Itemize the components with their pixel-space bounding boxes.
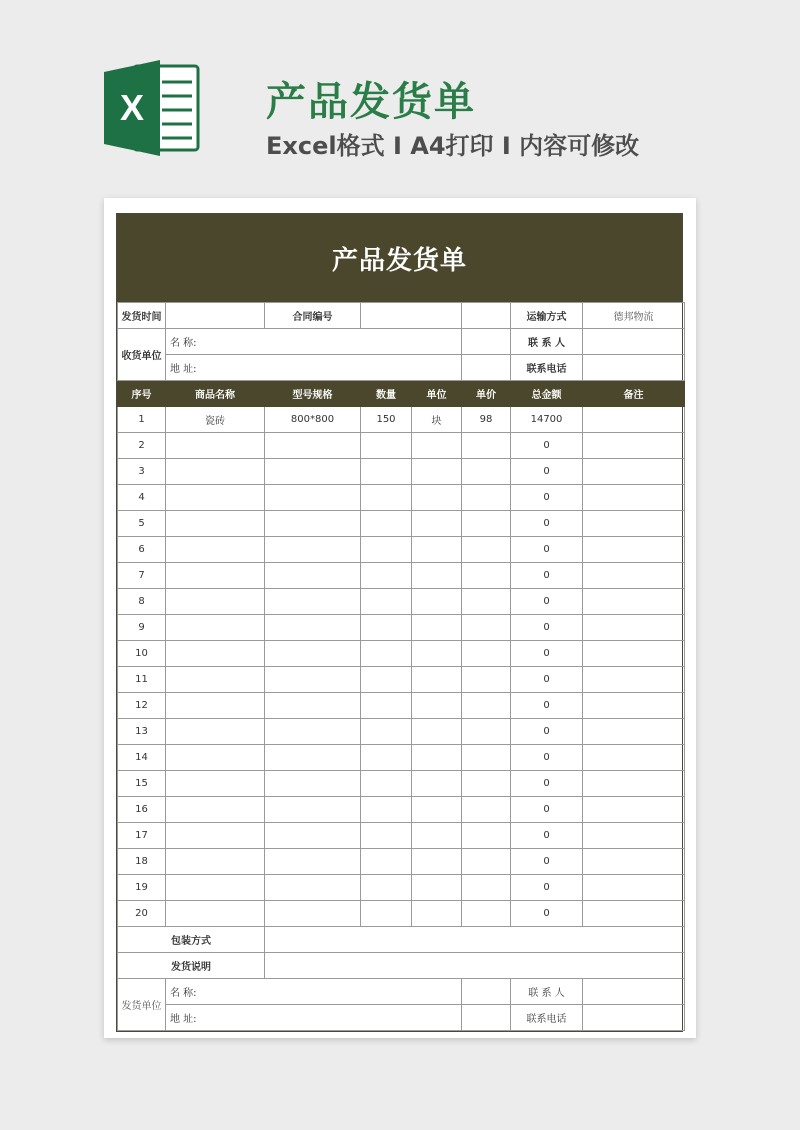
col-header: 序号 bbox=[118, 381, 166, 407]
price-cell[interactable] bbox=[462, 823, 511, 849]
note-row bbox=[118, 953, 685, 979]
page-title: 产品发货单 bbox=[266, 79, 476, 125]
product-name-cell[interactable] bbox=[166, 667, 265, 693]
unit-cell[interactable] bbox=[412, 823, 462, 849]
receiver-contact-value[interactable] bbox=[583, 329, 685, 355]
receiver-contact-label: 联 系 人 bbox=[511, 329, 583, 355]
unit-cell[interactable] bbox=[412, 459, 462, 485]
row-number: 3 bbox=[118, 459, 166, 485]
quantity-cell[interactable] bbox=[361, 485, 412, 511]
product-name-cell[interactable] bbox=[166, 849, 265, 875]
table-row bbox=[118, 537, 685, 563]
blank-cell[interactable] bbox=[462, 329, 511, 355]
spec-cell[interactable] bbox=[265, 823, 361, 849]
spec-cell[interactable] bbox=[265, 433, 361, 459]
price-cell[interactable] bbox=[462, 719, 511, 745]
table-row bbox=[118, 511, 685, 537]
product-name-cell[interactable] bbox=[166, 771, 265, 797]
table-row bbox=[118, 589, 685, 615]
product-name-cell[interactable]: 瓷砖 bbox=[166, 407, 265, 433]
table-row bbox=[118, 459, 685, 485]
table-row bbox=[118, 901, 685, 927]
remark-cell[interactable] bbox=[583, 433, 685, 459]
product-name-cell[interactable] bbox=[166, 485, 265, 511]
total-cell[interactable]: 0 bbox=[511, 537, 583, 563]
total-cell[interactable]: 0 bbox=[511, 719, 583, 745]
unit-cell[interactable] bbox=[412, 511, 462, 537]
note-value[interactable] bbox=[265, 953, 685, 979]
spec-cell[interactable] bbox=[265, 459, 361, 485]
price-cell[interactable] bbox=[462, 797, 511, 823]
price-cell[interactable] bbox=[462, 901, 511, 927]
table-row bbox=[118, 485, 685, 511]
remark-cell[interactable] bbox=[583, 667, 685, 693]
table-row bbox=[118, 823, 685, 849]
total-cell[interactable]: 0 bbox=[511, 875, 583, 901]
quantity-cell[interactable] bbox=[361, 615, 412, 641]
price-cell[interactable] bbox=[462, 459, 511, 485]
receiver-name-row bbox=[118, 329, 685, 355]
price-cell[interactable]: 98 bbox=[462, 407, 511, 433]
product-name-cell[interactable] bbox=[166, 615, 265, 641]
total-cell[interactable]: 0 bbox=[511, 563, 583, 589]
col-header: 型号规格 bbox=[265, 381, 361, 407]
table-row bbox=[118, 433, 685, 459]
remark-cell[interactable] bbox=[583, 485, 685, 511]
total-cell[interactable]: 0 bbox=[511, 511, 583, 537]
packing-value[interactable] bbox=[265, 927, 685, 953]
receiver-name-field[interactable]: 名 称: bbox=[166, 329, 462, 355]
row-number: 11 bbox=[118, 667, 166, 693]
col-header: 总金额 bbox=[511, 381, 583, 407]
table-row bbox=[118, 771, 685, 797]
table-row bbox=[118, 849, 685, 875]
blank-cell[interactable] bbox=[462, 303, 511, 329]
remark-cell[interactable] bbox=[583, 823, 685, 849]
sender-address-row bbox=[118, 1005, 685, 1031]
unit-cell[interactable] bbox=[412, 901, 462, 927]
total-cell[interactable]: 0 bbox=[511, 823, 583, 849]
unit-cell[interactable]: 块 bbox=[412, 407, 462, 433]
remark-cell[interactable] bbox=[583, 641, 685, 667]
sender-phone-value[interactable] bbox=[583, 1005, 685, 1031]
product-name-cell[interactable] bbox=[166, 433, 265, 459]
page-subtitle: Excel格式 I A4打印 I 内容可修改 bbox=[266, 132, 640, 160]
price-cell[interactable] bbox=[462, 485, 511, 511]
unit-cell[interactable] bbox=[412, 849, 462, 875]
product-name-cell[interactable] bbox=[166, 823, 265, 849]
product-name-cell[interactable] bbox=[166, 875, 265, 901]
spec-cell[interactable] bbox=[265, 875, 361, 901]
product-name-cell[interactable] bbox=[166, 511, 265, 537]
quantity-cell[interactable] bbox=[361, 875, 412, 901]
table-row bbox=[118, 641, 685, 667]
total-cell[interactable]: 0 bbox=[511, 615, 583, 641]
spec-cell[interactable] bbox=[265, 485, 361, 511]
remark-cell[interactable] bbox=[583, 771, 685, 797]
row-number: 18 bbox=[118, 849, 166, 875]
row-number: 10 bbox=[118, 641, 166, 667]
unit-cell[interactable] bbox=[412, 537, 462, 563]
row-number: 15 bbox=[118, 771, 166, 797]
receiver-address-row bbox=[118, 355, 685, 381]
price-cell[interactable] bbox=[462, 433, 511, 459]
row-number: 19 bbox=[118, 875, 166, 901]
spec-cell[interactable] bbox=[265, 615, 361, 641]
quantity-cell[interactable] bbox=[361, 563, 412, 589]
row-number: 9 bbox=[118, 615, 166, 641]
row-number: 6 bbox=[118, 537, 166, 563]
quantity-cell[interactable] bbox=[361, 667, 412, 693]
sender-phone-label: 联系电话 bbox=[511, 1005, 583, 1031]
unit-cell[interactable] bbox=[412, 719, 462, 745]
table-row bbox=[118, 797, 685, 823]
unit-cell[interactable] bbox=[412, 563, 462, 589]
spec-cell[interactable] bbox=[265, 797, 361, 823]
quantity-cell[interactable] bbox=[361, 823, 412, 849]
blank-cell[interactable] bbox=[462, 355, 511, 381]
transport-label: 运输方式 bbox=[511, 303, 583, 329]
price-cell[interactable] bbox=[462, 693, 511, 719]
sender-name-row bbox=[118, 979, 685, 1005]
product-name-cell[interactable] bbox=[166, 693, 265, 719]
total-cell[interactable]: 0 bbox=[511, 641, 583, 667]
transport-value[interactable]: 德邦物流 bbox=[583, 303, 685, 329]
spec-cell[interactable] bbox=[265, 693, 361, 719]
col-header: 单位 bbox=[412, 381, 462, 407]
quantity-cell[interactable] bbox=[361, 719, 412, 745]
column-header-row bbox=[118, 381, 685, 407]
total-cell[interactable]: 14700 bbox=[511, 407, 583, 433]
note-label: 发货说明 bbox=[118, 953, 265, 979]
quantity-cell[interactable] bbox=[361, 433, 412, 459]
remark-cell[interactable] bbox=[583, 459, 685, 485]
row-number: 14 bbox=[118, 745, 166, 771]
sender-name-field[interactable]: 名 称: bbox=[166, 979, 462, 1005]
row-number: 12 bbox=[118, 693, 166, 719]
product-name-cell[interactable] bbox=[166, 563, 265, 589]
packing-row bbox=[118, 927, 685, 953]
svg-text:X: X bbox=[119, 87, 145, 128]
quantity-cell[interactable] bbox=[361, 797, 412, 823]
form-title: 产品发货单 bbox=[117, 214, 682, 302]
remark-cell[interactable] bbox=[583, 797, 685, 823]
total-cell[interactable]: 0 bbox=[511, 459, 583, 485]
product-name-cell[interactable] bbox=[166, 797, 265, 823]
remark-cell[interactable] bbox=[583, 407, 685, 433]
spec-cell[interactable] bbox=[265, 771, 361, 797]
unit-cell[interactable] bbox=[412, 875, 462, 901]
quantity-cell[interactable] bbox=[361, 771, 412, 797]
price-cell[interactable] bbox=[462, 641, 511, 667]
remark-cell[interactable] bbox=[583, 849, 685, 875]
price-cell[interactable] bbox=[462, 667, 511, 693]
remark-cell[interactable] bbox=[583, 719, 685, 745]
receiver-phone-label: 联系电话 bbox=[511, 355, 583, 381]
product-name-cell[interactable] bbox=[166, 745, 265, 771]
unit-cell[interactable] bbox=[412, 641, 462, 667]
price-cell[interactable] bbox=[462, 589, 511, 615]
remark-cell[interactable] bbox=[583, 537, 685, 563]
spec-cell[interactable] bbox=[265, 641, 361, 667]
total-cell[interactable]: 0 bbox=[511, 901, 583, 927]
total-cell[interactable]: 0 bbox=[511, 433, 583, 459]
unit-cell[interactable] bbox=[412, 589, 462, 615]
spec-cell[interactable] bbox=[265, 511, 361, 537]
remark-cell[interactable] bbox=[583, 615, 685, 641]
price-cell[interactable] bbox=[462, 511, 511, 537]
price-cell[interactable] bbox=[462, 563, 511, 589]
sender-contact-value[interactable] bbox=[583, 979, 685, 1005]
contract-value[interactable] bbox=[361, 303, 462, 329]
quantity-cell[interactable]: 150 bbox=[361, 407, 412, 433]
form-table bbox=[117, 302, 685, 1031]
quantity-cell[interactable] bbox=[361, 693, 412, 719]
table-row bbox=[118, 875, 685, 901]
blank-cell[interactable] bbox=[462, 1005, 511, 1031]
product-name-cell[interactable] bbox=[166, 641, 265, 667]
total-cell[interactable]: 0 bbox=[511, 849, 583, 875]
ship-time-label: 发货时间 bbox=[118, 303, 166, 329]
total-cell[interactable]: 0 bbox=[511, 485, 583, 511]
total-cell[interactable]: 0 bbox=[511, 745, 583, 771]
quantity-cell[interactable] bbox=[361, 901, 412, 927]
quantity-cell[interactable] bbox=[361, 641, 412, 667]
row-number: 17 bbox=[118, 823, 166, 849]
spec-cell[interactable] bbox=[265, 589, 361, 615]
remark-cell[interactable] bbox=[583, 693, 685, 719]
price-cell[interactable] bbox=[462, 537, 511, 563]
col-header: 单价 bbox=[462, 381, 511, 407]
spec-cell[interactable]: 800*800 bbox=[265, 407, 361, 433]
spec-cell[interactable] bbox=[265, 719, 361, 745]
unit-cell[interactable] bbox=[412, 485, 462, 511]
total-cell[interactable]: 0 bbox=[511, 693, 583, 719]
quantity-cell[interactable] bbox=[361, 589, 412, 615]
table-row bbox=[118, 563, 685, 589]
unit-cell[interactable] bbox=[412, 771, 462, 797]
price-cell[interactable] bbox=[462, 615, 511, 641]
product-name-cell[interactable] bbox=[166, 901, 265, 927]
spec-cell[interactable] bbox=[265, 537, 361, 563]
row-number: 16 bbox=[118, 797, 166, 823]
remark-cell[interactable] bbox=[583, 563, 685, 589]
receiver-phone-value[interactable] bbox=[583, 355, 685, 381]
sender-address-field[interactable]: 地 址: bbox=[166, 1005, 462, 1031]
remark-cell[interactable] bbox=[583, 875, 685, 901]
table-row bbox=[118, 745, 685, 771]
col-header: 商品名称 bbox=[166, 381, 265, 407]
total-cell[interactable]: 0 bbox=[511, 771, 583, 797]
spec-cell[interactable] bbox=[265, 563, 361, 589]
product-name-cell[interactable] bbox=[166, 589, 265, 615]
ship-info-row bbox=[118, 303, 685, 329]
row-number: 8 bbox=[118, 589, 166, 615]
table-row bbox=[118, 407, 685, 433]
blank-cell[interactable] bbox=[462, 979, 511, 1005]
item-rows bbox=[118, 407, 685, 927]
quantity-cell[interactable] bbox=[361, 745, 412, 771]
remark-cell[interactable] bbox=[583, 745, 685, 771]
price-cell[interactable] bbox=[462, 771, 511, 797]
ship-time-value[interactable] bbox=[166, 303, 265, 329]
delivery-form bbox=[116, 213, 683, 1032]
unit-cell[interactable] bbox=[412, 797, 462, 823]
unit-cell[interactable] bbox=[412, 433, 462, 459]
quantity-cell[interactable] bbox=[361, 459, 412, 485]
spec-cell[interactable] bbox=[265, 667, 361, 693]
receiver-unit-label: 收货单位 bbox=[118, 329, 166, 381]
contract-label: 合同编号 bbox=[265, 303, 361, 329]
receiver-address-field[interactable]: 地 址: bbox=[166, 355, 462, 381]
row-number: 7 bbox=[118, 563, 166, 589]
remark-cell[interactable] bbox=[583, 511, 685, 537]
table-row bbox=[118, 719, 685, 745]
product-name-cell[interactable] bbox=[166, 459, 265, 485]
row-number: 2 bbox=[118, 433, 166, 459]
unit-cell[interactable] bbox=[412, 615, 462, 641]
sender-contact-label: 联 系 人 bbox=[511, 979, 583, 1005]
unit-cell[interactable] bbox=[412, 667, 462, 693]
price-cell[interactable] bbox=[462, 849, 511, 875]
product-name-cell[interactable] bbox=[166, 537, 265, 563]
sender-unit-label: 发货单位 bbox=[118, 979, 166, 1031]
quantity-cell[interactable] bbox=[361, 511, 412, 537]
row-number: 13 bbox=[118, 719, 166, 745]
excel-logo-icon bbox=[104, 60, 202, 156]
row-number: 20 bbox=[118, 901, 166, 927]
price-cell[interactable] bbox=[462, 745, 511, 771]
product-name-cell[interactable] bbox=[166, 719, 265, 745]
spec-cell[interactable] bbox=[265, 745, 361, 771]
table-row bbox=[118, 615, 685, 641]
total-cell[interactable]: 0 bbox=[511, 797, 583, 823]
col-header: 数量 bbox=[361, 381, 412, 407]
row-number: 1 bbox=[118, 407, 166, 433]
spec-cell[interactable] bbox=[265, 849, 361, 875]
row-number: 4 bbox=[118, 485, 166, 511]
remark-cell[interactable] bbox=[583, 589, 685, 615]
total-cell[interactable]: 0 bbox=[511, 589, 583, 615]
remark-cell[interactable] bbox=[583, 901, 685, 927]
table-row bbox=[118, 693, 685, 719]
col-header: 备注 bbox=[583, 381, 685, 407]
unit-cell[interactable] bbox=[412, 693, 462, 719]
price-cell[interactable] bbox=[462, 875, 511, 901]
packing-label: 包装方式 bbox=[118, 927, 265, 953]
quantity-cell[interactable] bbox=[361, 849, 412, 875]
total-cell[interactable]: 0 bbox=[511, 667, 583, 693]
unit-cell[interactable] bbox=[412, 745, 462, 771]
quantity-cell[interactable] bbox=[361, 537, 412, 563]
spec-cell[interactable] bbox=[265, 901, 361, 927]
row-number: 5 bbox=[118, 511, 166, 537]
table-row bbox=[118, 667, 685, 693]
